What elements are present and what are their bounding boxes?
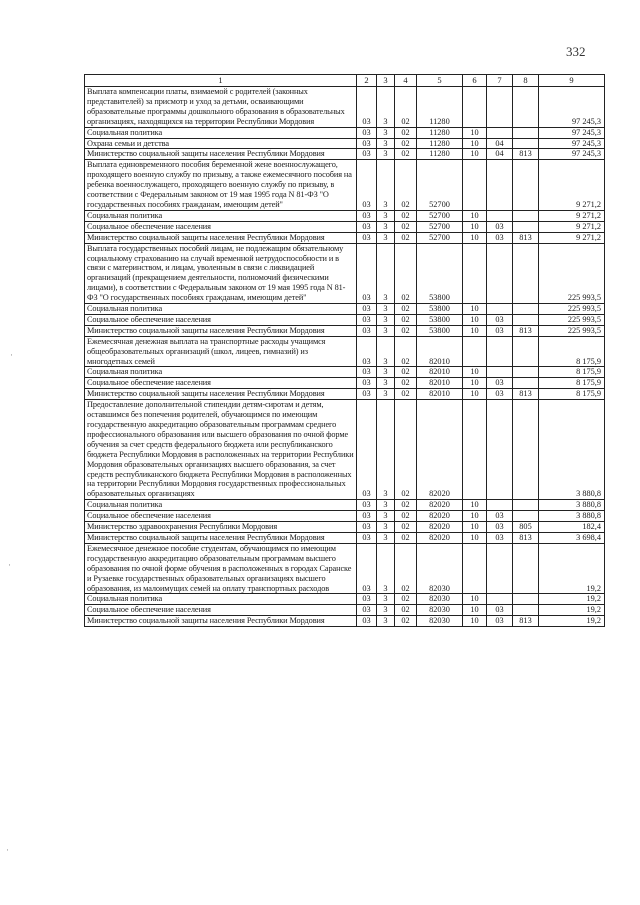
row-code-cell-c5: 82030 <box>417 616 463 627</box>
row-code-cell-c2: 03 <box>357 243 377 303</box>
row-name-cell: Социальное обеспечение населения <box>85 511 357 522</box>
row-name-cell: Министерство социальной защиты населения Республики Мордовия <box>85 532 357 543</box>
row-code-cell-c6: 10 <box>463 232 487 243</box>
row-code-cell-c6: 10 <box>463 378 487 389</box>
row-name-cell: Социальная политика <box>85 367 357 378</box>
row-code-cell-c4: 02 <box>395 232 417 243</box>
row-code-cell-c8 <box>513 243 539 303</box>
row-code-cell-c4: 02 <box>395 314 417 325</box>
row-sum-cell: 3 880,8 <box>539 400 605 500</box>
row-code-cell-c8 <box>513 87 539 128</box>
row-code-cell-c7 <box>487 543 513 594</box>
row-code-cell-c3: 3 <box>377 336 395 367</box>
row-name-cell: Ежемесячное денежное пособие студентам, обучающимся по имеющим государственную аккредитацию образовательным программам высшего образования по очной форме обучения в расположенных в городах Саранске и Рузаевке государственных образовательных организациях высшего образования, из малоимущих семей на оплату транспортных расходов <box>85 543 357 594</box>
row-code-cell-c5: 53800 <box>417 304 463 315</box>
row-code-cell-c7: 03 <box>487 378 513 389</box>
row-code-cell-c2: 03 <box>357 325 377 336</box>
row-code-cell-c6: 10 <box>463 616 487 627</box>
table-row <box>85 543 605 594</box>
row-code-cell-c6: 10 <box>463 367 487 378</box>
row-sum-cell: 19,2 <box>539 543 605 594</box>
row-sum-cell: 3 698,4 <box>539 532 605 543</box>
row-code-cell-c2: 03 <box>357 400 377 500</box>
row-name-cell: Министерство социальной защиты населения Республики Мордовия <box>85 325 357 336</box>
row-code-cell-c7 <box>487 500 513 511</box>
table-row <box>85 532 605 543</box>
row-code-cell-c5: 11280 <box>417 127 463 138</box>
row-code-cell-c4: 02 <box>395 400 417 500</box>
row-code-cell-c6 <box>463 243 487 303</box>
row-code-cell-c8 <box>513 500 539 511</box>
row-code-cell-c8 <box>513 221 539 232</box>
row-code-cell-c5: 53800 <box>417 325 463 336</box>
row-code-cell-c5: 82020 <box>417 522 463 533</box>
row-code-cell-c8 <box>513 367 539 378</box>
column-header-3: 3 <box>377 75 395 87</box>
row-code-cell-c3: 3 <box>377 389 395 400</box>
table-row <box>85 605 605 616</box>
row-code-cell-c3: 3 <box>377 594 395 605</box>
row-code-cell-c4: 02 <box>395 160 417 211</box>
row-code-cell-c3: 3 <box>377 232 395 243</box>
row-sum-cell: 9 271,2 <box>539 160 605 211</box>
row-code-cell-c5: 82030 <box>417 605 463 616</box>
row-code-cell-c6: 10 <box>463 594 487 605</box>
row-code-cell-c8: 813 <box>513 325 539 336</box>
row-code-cell-c3: 3 <box>377 127 395 138</box>
row-code-cell-c8 <box>513 543 539 594</box>
row-sum-cell: 8 175,9 <box>539 389 605 400</box>
column-header-8: 8 <box>513 75 539 87</box>
row-code-cell-c6: 10 <box>463 389 487 400</box>
row-code-cell-c2: 03 <box>357 389 377 400</box>
row-code-cell-c3: 3 <box>377 605 395 616</box>
column-header-5: 5 <box>417 75 463 87</box>
table-row <box>85 243 605 303</box>
row-code-cell-c4: 02 <box>395 325 417 336</box>
row-code-cell-c4: 02 <box>395 87 417 128</box>
row-code-cell-c5: 52700 <box>417 232 463 243</box>
row-code-cell-c7: 04 <box>487 138 513 149</box>
row-code-cell-c7: 03 <box>487 221 513 232</box>
table-row <box>85 325 605 336</box>
row-code-cell-c7: 03 <box>487 522 513 533</box>
row-code-cell-c8 <box>513 304 539 315</box>
row-code-cell-c6: 10 <box>463 511 487 522</box>
row-name-cell: Социальное обеспечение населения <box>85 314 357 325</box>
row-code-cell-c3: 3 <box>377 367 395 378</box>
row-code-cell-c3: 3 <box>377 511 395 522</box>
row-code-cell-c8: 805 <box>513 522 539 533</box>
row-name-cell: Министерство социальной защиты населения Республики Мордовия <box>85 149 357 160</box>
row-sum-cell: 8 175,9 <box>539 367 605 378</box>
row-code-cell-c2: 03 <box>357 138 377 149</box>
row-code-cell-c4: 02 <box>395 378 417 389</box>
row-code-cell-c5: 82010 <box>417 389 463 400</box>
column-header-4: 4 <box>395 75 417 87</box>
row-code-cell-c2: 03 <box>357 149 377 160</box>
row-sum-cell: 8 175,9 <box>539 378 605 389</box>
row-code-cell-c3: 3 <box>377 149 395 160</box>
row-code-cell-c2: 03 <box>357 336 377 367</box>
row-code-cell-c7 <box>487 127 513 138</box>
row-code-cell-c6: 10 <box>463 325 487 336</box>
table-row <box>85 149 605 160</box>
row-code-cell-c4: 02 <box>395 500 417 511</box>
row-code-cell-c5: 11280 <box>417 87 463 128</box>
row-sum-cell: 3 880,8 <box>539 500 605 511</box>
row-code-cell-c7 <box>487 210 513 221</box>
row-name-cell: Министерство здравоохранения Республики Мордовия <box>85 522 357 533</box>
row-code-cell-c7 <box>487 400 513 500</box>
row-code-cell-c4: 02 <box>395 243 417 303</box>
row-code-cell-c4: 02 <box>395 616 417 627</box>
row-code-cell-c2: 03 <box>357 160 377 211</box>
row-code-cell-c7 <box>487 594 513 605</box>
scan-dot-mark: · <box>8 560 11 570</box>
row-code-cell-c4: 02 <box>395 511 417 522</box>
row-code-cell-c5: 52700 <box>417 160 463 211</box>
row-code-cell-c3: 3 <box>377 543 395 594</box>
row-code-cell-c4: 02 <box>395 522 417 533</box>
row-code-cell-c8: 813 <box>513 149 539 160</box>
row-sum-cell: 225 993,5 <box>539 314 605 325</box>
row-code-cell-c6: 10 <box>463 500 487 511</box>
table-row <box>85 138 605 149</box>
row-code-cell-c3: 3 <box>377 304 395 315</box>
column-header-9: 9 <box>539 75 605 87</box>
row-code-cell-c2: 03 <box>357 87 377 128</box>
row-code-cell-c8 <box>513 160 539 211</box>
row-code-cell-c3: 3 <box>377 616 395 627</box>
row-name-cell: Выплата единовременного пособия беременной жене военнослужащего, проходящего военную службу по призыву, а также ежемесячного пособия на ребенка военнослужащего, проходящего военную службу по призыву, в соответствии с Федеральным законом от 19 мая 1995 года N 81-ФЗ "О государственных пособиях гражданам, имеющим детей" <box>85 160 357 211</box>
table-row <box>85 160 605 211</box>
row-code-cell-c4: 02 <box>395 149 417 160</box>
row-code-cell-c5: 82030 <box>417 543 463 594</box>
row-code-cell-c5: 52700 <box>417 210 463 221</box>
row-code-cell-c5: 82020 <box>417 511 463 522</box>
table-row <box>85 500 605 511</box>
table-header <box>85 75 605 87</box>
row-sum-cell: 9 271,2 <box>539 210 605 221</box>
row-code-cell-c7 <box>487 160 513 211</box>
table-row <box>85 336 605 367</box>
row-sum-cell: 19,2 <box>539 594 605 605</box>
row-code-cell-c8 <box>513 336 539 367</box>
row-code-cell-c7 <box>487 304 513 315</box>
row-code-cell-c3: 3 <box>377 221 395 232</box>
table-row <box>85 389 605 400</box>
table-row <box>85 616 605 627</box>
row-code-cell-c8 <box>513 511 539 522</box>
row-name-cell: Министерство социальной защиты населения Республики Мордовия <box>85 616 357 627</box>
row-name-cell: Социальная политика <box>85 210 357 221</box>
row-code-cell-c5: 53800 <box>417 314 463 325</box>
row-code-cell-c2: 03 <box>357 616 377 627</box>
row-code-cell-c2: 03 <box>357 127 377 138</box>
row-code-cell-c2: 03 <box>357 221 377 232</box>
row-code-cell-c2: 03 <box>357 511 377 522</box>
row-code-cell-c4: 02 <box>395 605 417 616</box>
row-code-cell-c2: 03 <box>357 210 377 221</box>
row-code-cell-c5: 82010 <box>417 336 463 367</box>
table-body <box>85 87 605 627</box>
table-row <box>85 210 605 221</box>
table-row <box>85 232 605 243</box>
row-code-cell-c3: 3 <box>377 378 395 389</box>
row-code-cell-c5: 11280 <box>417 138 463 149</box>
row-code-cell-c2: 03 <box>357 304 377 315</box>
row-code-cell-c4: 02 <box>395 543 417 594</box>
row-sum-cell: 9 271,2 <box>539 221 605 232</box>
row-sum-cell: 182,4 <box>539 522 605 533</box>
row-name-cell: Социальное обеспечение населения <box>85 605 357 616</box>
row-name-cell: Социальная политика <box>85 127 357 138</box>
row-code-cell-c7 <box>487 336 513 367</box>
row-name-cell: Выплата компенсации платы, взимаемой с родителей (законных представителей) за присмотр и уход за детьми, осваивающими образовательные программы дошкольного образования в образовательных организациях, находящихся на территории Республики Мордовия <box>85 87 357 128</box>
row-code-cell-c2: 03 <box>357 378 377 389</box>
row-code-cell-c7: 04 <box>487 149 513 160</box>
row-code-cell-c4: 02 <box>395 221 417 232</box>
row-name-cell: Ежемесячная денежная выплата на транспортные расходы учащимся общеобразовательных организаций (школ, лицеев, гимназий) из многодетных семей <box>85 336 357 367</box>
row-code-cell-c6 <box>463 400 487 500</box>
row-sum-cell: 97 245,3 <box>539 138 605 149</box>
row-code-cell-c7: 03 <box>487 314 513 325</box>
row-code-cell-c6 <box>463 336 487 367</box>
row-code-cell-c8 <box>513 378 539 389</box>
row-name-cell: Социальная политика <box>85 304 357 315</box>
row-code-cell-c3: 3 <box>377 243 395 303</box>
column-header-2: 2 <box>357 75 377 87</box>
table-row <box>85 378 605 389</box>
row-code-cell-c5: 82010 <box>417 378 463 389</box>
row-code-cell-c2: 03 <box>357 367 377 378</box>
row-code-cell-c5: 82020 <box>417 532 463 543</box>
row-code-cell-c8 <box>513 594 539 605</box>
row-code-cell-c4: 02 <box>395 138 417 149</box>
table-row <box>85 221 605 232</box>
table-row <box>85 367 605 378</box>
row-code-cell-c6: 10 <box>463 532 487 543</box>
row-code-cell-c8 <box>513 127 539 138</box>
row-code-cell-c5: 52700 <box>417 221 463 232</box>
row-code-cell-c7: 03 <box>487 532 513 543</box>
row-code-cell-c2: 03 <box>357 522 377 533</box>
column-header-7: 7 <box>487 75 513 87</box>
row-code-cell-c3: 3 <box>377 532 395 543</box>
row-code-cell-c4: 02 <box>395 336 417 367</box>
row-code-cell-c2: 03 <box>357 605 377 616</box>
row-code-cell-c7: 03 <box>487 325 513 336</box>
row-code-cell-c8 <box>513 400 539 500</box>
table-row <box>85 522 605 533</box>
row-name-cell: Предоставление дополнительной стипендии детям-сиротам и детям, оставшимся без попечения родителей, обучающимся по имеющим государственную аккредитацию образовательным программам среднего профессионального образования или высшего образования по очной форме обучения за счет средств федерального бюджета или республиканского бюджета Республики Мордовия в расположенных на территории Республики Мордовия образовательных организациях высшего образования, за счет средств республиканского бюджета Республики Мордовия в расположенных на территории Республики Мордовия государственных профессиональных образовательных организациях <box>85 400 357 500</box>
column-header-6: 6 <box>463 75 487 87</box>
row-code-cell-c3: 3 <box>377 314 395 325</box>
row-code-cell-c3: 3 <box>377 522 395 533</box>
row-code-cell-c2: 03 <box>357 500 377 511</box>
row-code-cell-c2: 03 <box>357 532 377 543</box>
row-code-cell-c8: 813 <box>513 532 539 543</box>
row-name-cell: Социальное обеспечение населения <box>85 221 357 232</box>
row-code-cell-c8 <box>513 138 539 149</box>
row-code-cell-c7 <box>487 243 513 303</box>
scan-dot-mark: · <box>10 350 13 360</box>
row-code-cell-c7: 03 <box>487 605 513 616</box>
row-sum-cell: 3 880,8 <box>539 511 605 522</box>
row-code-cell-c5: 82030 <box>417 594 463 605</box>
row-code-cell-c5: 82010 <box>417 367 463 378</box>
row-name-cell: Социальная политика <box>85 594 357 605</box>
row-code-cell-c3: 3 <box>377 138 395 149</box>
row-sum-cell: 225 993,5 <box>539 243 605 303</box>
row-code-cell-c4: 02 <box>395 389 417 400</box>
row-code-cell-c6 <box>463 543 487 594</box>
row-code-cell-c5: 11280 <box>417 149 463 160</box>
row-code-cell-c7 <box>487 87 513 128</box>
row-code-cell-c6 <box>463 160 487 211</box>
row-code-cell-c8 <box>513 314 539 325</box>
row-sum-cell: 19,2 <box>539 605 605 616</box>
row-code-cell-c3: 3 <box>377 210 395 221</box>
row-code-cell-c2: 03 <box>357 314 377 325</box>
row-code-cell-c8: 813 <box>513 389 539 400</box>
row-name-cell: Социальная политика <box>85 500 357 511</box>
budget-table <box>84 74 605 627</box>
row-name-cell: Министерство социальной защиты населения Республики Мордовия <box>85 389 357 400</box>
row-sum-cell: 225 993,5 <box>539 304 605 315</box>
row-code-cell-c3: 3 <box>377 325 395 336</box>
row-sum-cell: 97 245,3 <box>539 149 605 160</box>
row-sum-cell: 97 245,3 <box>539 87 605 128</box>
row-code-cell-c2: 03 <box>357 543 377 594</box>
row-code-cell-c7: 03 <box>487 616 513 627</box>
table-row <box>85 400 605 500</box>
row-code-cell-c6: 10 <box>463 210 487 221</box>
row-code-cell-c3: 3 <box>377 160 395 211</box>
table-row <box>85 314 605 325</box>
page-number: 332 <box>566 44 586 59</box>
row-sum-cell: 8 175,9 <box>539 336 605 367</box>
row-code-cell-c7: 03 <box>487 389 513 400</box>
row-code-cell-c6: 10 <box>463 138 487 149</box>
row-code-cell-c2: 03 <box>357 594 377 605</box>
row-code-cell-c3: 3 <box>377 500 395 511</box>
row-name-cell: Охрана семьи и детства <box>85 138 357 149</box>
row-code-cell-c4: 02 <box>395 532 417 543</box>
row-code-cell-c6: 10 <box>463 127 487 138</box>
row-code-cell-c2: 03 <box>357 232 377 243</box>
row-sum-cell: 9 271,2 <box>539 232 605 243</box>
row-code-cell-c7: 03 <box>487 232 513 243</box>
row-sum-cell: 97 245,3 <box>539 127 605 138</box>
row-code-cell-c5: 82020 <box>417 400 463 500</box>
row-code-cell-c6: 10 <box>463 522 487 533</box>
row-name-cell: Выплата государственных пособий лицам, не подлежащим обязательному социальному страхованию на случай временной нетрудоспособности и в связи с материнством, и лицам, уволенным в связи с ликвидацией организаций (прекращением деятельности, полномочий физическими лицами), в соответствии с Федеральным законом от 19 мая 1995 года N 81-ФЗ "О государственных пособиях гражданам, имеющим детей" <box>85 243 357 303</box>
scan-dot-mark: · <box>6 845 9 855</box>
table-row <box>85 127 605 138</box>
row-code-cell-c3: 3 <box>377 400 395 500</box>
row-code-cell-c8: 813 <box>513 232 539 243</box>
row-sum-cell: 225 993,5 <box>539 325 605 336</box>
row-sum-cell: 19,2 <box>539 616 605 627</box>
row-code-cell-c4: 02 <box>395 367 417 378</box>
column-header-1: 1 <box>85 75 357 87</box>
row-code-cell-c8: 813 <box>513 616 539 627</box>
table-row <box>85 511 605 522</box>
row-code-cell-c4: 02 <box>395 127 417 138</box>
table-row <box>85 87 605 128</box>
row-code-cell-c4: 02 <box>395 210 417 221</box>
row-code-cell-c8 <box>513 210 539 221</box>
row-code-cell-c3: 3 <box>377 87 395 128</box>
row-name-cell: Министерство социальной защиты населения Республики Мордовия <box>85 232 357 243</box>
row-code-cell-c6: 10 <box>463 221 487 232</box>
row-code-cell-c7: 03 <box>487 511 513 522</box>
row-name-cell: Социальное обеспечение населения <box>85 378 357 389</box>
row-code-cell-c4: 02 <box>395 304 417 315</box>
header-row <box>85 75 605 87</box>
row-code-cell-c4: 02 <box>395 594 417 605</box>
row-code-cell-c8 <box>513 605 539 616</box>
table-row <box>85 304 605 315</box>
row-code-cell-c6: 10 <box>463 605 487 616</box>
row-code-cell-c5: 82020 <box>417 500 463 511</box>
table-row <box>85 594 605 605</box>
row-code-cell-c6: 10 <box>463 304 487 315</box>
row-code-cell-c7 <box>487 367 513 378</box>
row-code-cell-c6: 10 <box>463 149 487 160</box>
row-code-cell-c6: 10 <box>463 314 487 325</box>
row-code-cell-c6 <box>463 87 487 128</box>
row-code-cell-c5: 53800 <box>417 243 463 303</box>
